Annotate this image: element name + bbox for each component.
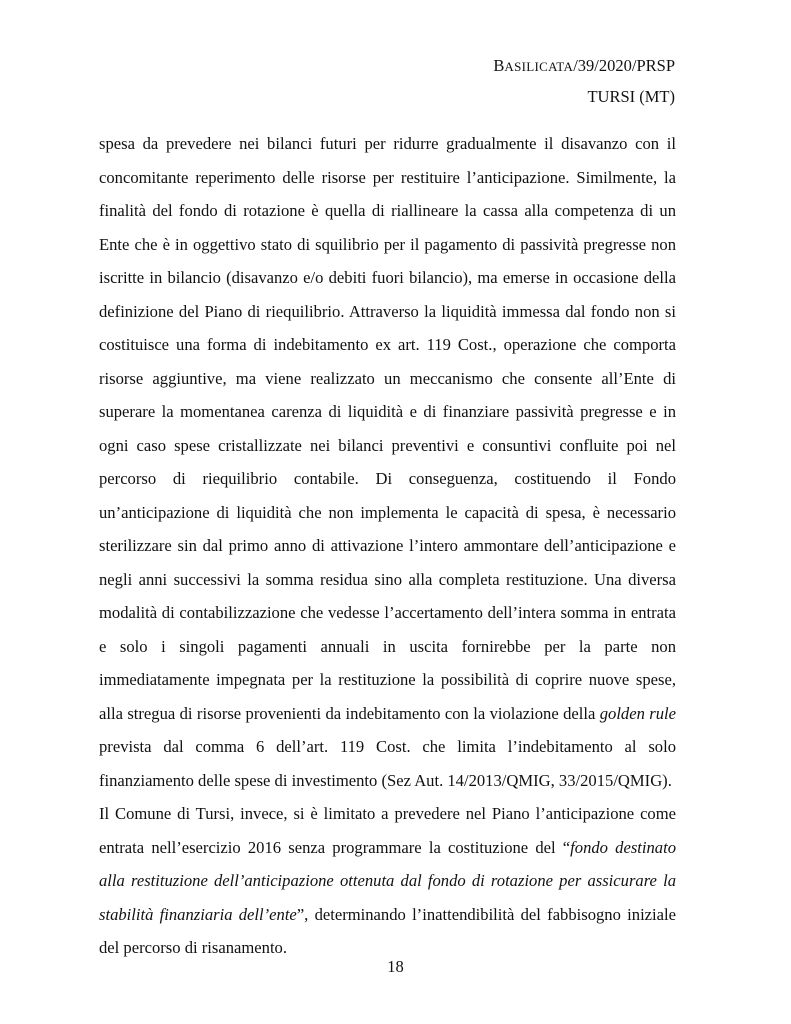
paragraph-1 — [99, 127, 676, 797]
paragraph-1-end: prevista dal comma 6 dell’art. 119 Cost. che limita l’indebitamento al solo finanziamento delle spese di investimento (Sez Aut. 14/2013/QMIG, 33/2015/QMIG). — [99, 737, 676, 790]
paragraph-2 — [99, 797, 676, 965]
header-reference-initial: B — [493, 56, 505, 75]
header-municipality: TURSI (MT) — [587, 87, 675, 106]
header-reference-number: /39/2020/PRSP — [573, 56, 675, 75]
paragraph-2-italic: fondo destinato alla restituzione dell’anticipazione ottenuta dal fondo di rotazione per assicurare la stabilità finanziaria dell’ente — [99, 837, 676, 924]
document-body — [99, 127, 676, 965]
paragraph-2-end: ”, determinando l’inattendibilità del fabbisogno iniziale del percorso di risanamento. — [99, 904, 676, 957]
paragraph-1-italic: golden rule — [599, 703, 676, 723]
page-number: 18 — [387, 957, 404, 976]
paragraph-1-text: spesa da prevedere nei bilanci futuri per ridurre gradualmente il disavanzo con il concomitante reperimento delle risorse per restituire l’anticipazione. Similmente, la finalità del fondo di rotazione è quella di riallineare la cassa alla competenza di un Ente che è in oggettivo stato di squilibrio per il pagamento di passività pregresse non iscritte in bilancio (disavanzo e/o debiti fuori bilancio), ma emerse in occasione della definizione del Piano di riequilibrio. Attraverso la liquidità immessa dal fondo non si costituisce una forma di indebitamento ex art. 119 Cost., operazione che comporta risorse aggiuntive, ma viene realizzato un meccanismo che consente all’Ente di superare la momentanea carenza di liquidità e di finanziare passività pregresse e in ogni caso spese cristallizzate nei bilanci preventivi e consuntivi confluite poi nel percorso di riequilibrio contabile. Di conseguenza, costituendo il Fondo un’anticipazione di liquidità che non implementa le capacità di spesa, è necessario sterilizzare sin dal primo anno di attivazione l’intero ammontare dell’anticipazione e negli anni successivi la somma residua sino alla completa restituzione. Una diversa modalità di contabilizzazione che vedesse l’accertamento dell’intera somma in entrata e solo i singoli pagamenti annuali in uscita fornirebbe per la parte non immediatamente impegnata per la restituzione la possibilità di coprire nuove spese, alla stregua di risorse provenienti da indebitamento con la violazione della — [99, 134, 676, 723]
header-reference-smallcaps: ASILICATA — [504, 59, 574, 74]
paragraph-2-text: Il Comune di Tursi, invece, si è limitato a prevedere nel Piano l’anticipazione come entrata nell’esercizio 2016 senza programmare la costituzione del “ — [99, 804, 676, 857]
header-reference — [493, 50, 675, 82]
